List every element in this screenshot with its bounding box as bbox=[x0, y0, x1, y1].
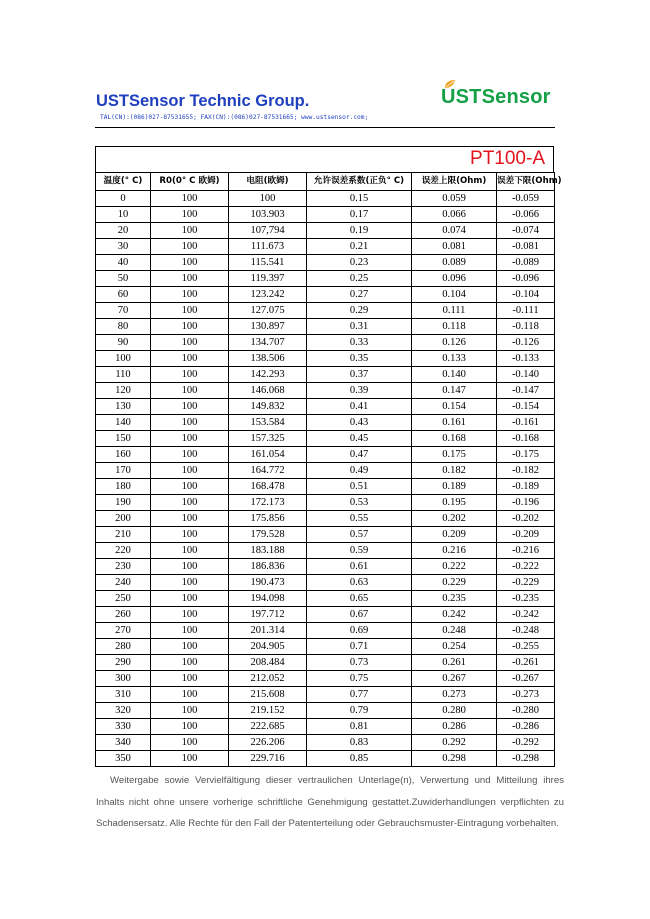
table-row bbox=[96, 287, 555, 303]
table-cell: -0.089 bbox=[497, 255, 555, 271]
table-row bbox=[96, 319, 555, 335]
table-cell: 0.147 bbox=[412, 383, 497, 399]
header-divider bbox=[95, 127, 555, 128]
table-cell: 0.51 bbox=[307, 479, 412, 495]
column-header: 允许误差系数(正负° C) bbox=[307, 173, 412, 191]
table-cell: 0.118 bbox=[412, 319, 497, 335]
table-cell: 100 bbox=[151, 735, 229, 751]
table-cell: 100 bbox=[151, 495, 229, 511]
table-cell: -0.222 bbox=[497, 559, 555, 575]
table-cell: 222.685 bbox=[229, 719, 307, 735]
table-cell: 30 bbox=[96, 239, 151, 255]
column-header: 误差下限(Ohm) bbox=[497, 173, 555, 191]
table-cell: 168.478 bbox=[229, 479, 307, 495]
table-cell: 100 bbox=[151, 623, 229, 639]
table-cell: 0.53 bbox=[307, 495, 412, 511]
table-cell: 120 bbox=[96, 383, 151, 399]
table-cell: 0.31 bbox=[307, 319, 412, 335]
column-header: 电阻(欧姆) bbox=[229, 173, 307, 191]
table-row bbox=[96, 303, 555, 319]
table-cell: 100 bbox=[151, 687, 229, 703]
table-cell: -0.273 bbox=[497, 687, 555, 703]
table-cell: -0.267 bbox=[497, 671, 555, 687]
table-cell: 250 bbox=[96, 591, 151, 607]
table-cell: 100 bbox=[96, 351, 151, 367]
table-cell: 220 bbox=[96, 543, 151, 559]
resistance-table bbox=[95, 172, 562, 767]
table-cell: 0.15 bbox=[307, 191, 412, 207]
table-cell: 0.21 bbox=[307, 239, 412, 255]
table-cell: 0.81 bbox=[307, 719, 412, 735]
table-cell: 260 bbox=[96, 607, 151, 623]
table-cell: 310 bbox=[96, 687, 151, 703]
table-cell: 0.229 bbox=[412, 575, 497, 591]
table-cell: -0.096 bbox=[497, 271, 555, 287]
table-cell: 0.67 bbox=[307, 607, 412, 623]
table-cell: 0.23 bbox=[307, 255, 412, 271]
table-cell: 0.55 bbox=[307, 511, 412, 527]
table-cell: 0.216 bbox=[412, 543, 497, 559]
table-cell: 215.608 bbox=[229, 687, 307, 703]
table-row bbox=[96, 255, 555, 271]
table-cell: 0.242 bbox=[412, 607, 497, 623]
table-cell: -0.175 bbox=[497, 447, 555, 463]
table-cell: 0.081 bbox=[412, 239, 497, 255]
table-cell: 0.267 bbox=[412, 671, 497, 687]
table-row bbox=[96, 463, 555, 479]
footer-text: Weitergabe sowie Vervielfältigung dieser vertraulichen Unterlage(n), Verwertung und Mitteilung ihres Inhalts nicht ohne unsere vorherige schriftliche Genehmigung gestattet.Zuwiderhandlungen verpflichten zu Schadensersatz. Alle Rechte für den Fall der Patenterteilung oder Gebrauchsmuster-Eintragung vorbehalten. bbox=[96, 775, 564, 829]
table-row bbox=[96, 671, 555, 687]
table-cell: 0.089 bbox=[412, 255, 497, 271]
table-cell: 0.77 bbox=[307, 687, 412, 703]
table-cell: -0.255 bbox=[497, 639, 555, 655]
table-cell: 100 bbox=[151, 431, 229, 447]
table-row bbox=[96, 655, 555, 671]
table-row bbox=[96, 703, 555, 719]
table-cell: 0.273 bbox=[412, 687, 497, 703]
logo-text: USTSensor bbox=[441, 86, 551, 108]
table-cell: 204.905 bbox=[229, 639, 307, 655]
table-cell: 100 bbox=[151, 447, 229, 463]
table-cell: 134.707 bbox=[229, 335, 307, 351]
table-cell: 172.173 bbox=[229, 495, 307, 511]
table-cell: 230 bbox=[96, 559, 151, 575]
table-cell: -0.133 bbox=[497, 351, 555, 367]
table-cell: 100 bbox=[151, 351, 229, 367]
resistance-table-container bbox=[95, 146, 562, 767]
table-cell: 320 bbox=[96, 703, 151, 719]
table-cell: 100 bbox=[151, 223, 229, 239]
table-cell: 190.473 bbox=[229, 575, 307, 591]
table-cell: 208.484 bbox=[229, 655, 307, 671]
table-cell: 0.248 bbox=[412, 623, 497, 639]
column-header: 误差上限(Ohm) bbox=[412, 173, 497, 191]
table-cell: 100 bbox=[151, 543, 229, 559]
table-row bbox=[96, 719, 555, 735]
table-cell: 0.222 bbox=[412, 559, 497, 575]
table-cell: -0.229 bbox=[497, 575, 555, 591]
table-cell: -0.066 bbox=[497, 207, 555, 223]
table-cell: 100 bbox=[151, 255, 229, 271]
table-cell: 161.054 bbox=[229, 447, 307, 463]
table-cell: 180 bbox=[96, 479, 151, 495]
table-row bbox=[96, 239, 555, 255]
table-cell: 70 bbox=[96, 303, 151, 319]
table-cell: 0.25 bbox=[307, 271, 412, 287]
table-cell: 100 bbox=[151, 399, 229, 415]
table-cell: 0.63 bbox=[307, 575, 412, 591]
table-cell: 340 bbox=[96, 735, 151, 751]
table-cell: 115.541 bbox=[229, 255, 307, 271]
table-cell: 0.280 bbox=[412, 703, 497, 719]
table-cell: -0.216 bbox=[497, 543, 555, 559]
table-cell: 194.098 bbox=[229, 591, 307, 607]
table-cell: 179.528 bbox=[229, 527, 307, 543]
table-cell: 160 bbox=[96, 447, 151, 463]
table-cell: 80 bbox=[96, 319, 151, 335]
table-cell: -0.235 bbox=[497, 591, 555, 607]
table-cell: 100 bbox=[151, 527, 229, 543]
table-cell: 0.59 bbox=[307, 543, 412, 559]
table-cell: 0.71 bbox=[307, 639, 412, 655]
table-cell: 183.188 bbox=[229, 543, 307, 559]
table-cell: 0.69 bbox=[307, 623, 412, 639]
table-row bbox=[96, 639, 555, 655]
table-row bbox=[96, 367, 555, 383]
table-cell: 60 bbox=[96, 287, 151, 303]
column-header: 温度(° C) bbox=[96, 173, 151, 191]
table-cell: 130 bbox=[96, 399, 151, 415]
table-cell: 0.43 bbox=[307, 415, 412, 431]
table-cell: -0.104 bbox=[497, 287, 555, 303]
table-cell: 201.314 bbox=[229, 623, 307, 639]
table-cell: -0.292 bbox=[497, 735, 555, 751]
table-cell: 20 bbox=[96, 223, 151, 239]
table-cell: -0.196 bbox=[497, 495, 555, 511]
table-cell: 0.57 bbox=[307, 527, 412, 543]
table-cell: -0.126 bbox=[497, 335, 555, 351]
table-cell: 226.206 bbox=[229, 735, 307, 751]
table-cell: 10 bbox=[96, 207, 151, 223]
table-cell: -0.261 bbox=[497, 655, 555, 671]
table-cell: -0.298 bbox=[497, 751, 555, 767]
table-cell: 0.29 bbox=[307, 303, 412, 319]
table-cell: 0.140 bbox=[412, 367, 497, 383]
table-cell: -0.182 bbox=[497, 463, 555, 479]
table-row bbox=[96, 191, 555, 207]
table-cell: 219.152 bbox=[229, 703, 307, 719]
table-cell: 107,794 bbox=[229, 223, 307, 239]
table-row bbox=[96, 575, 555, 591]
table-cell: 110 bbox=[96, 367, 151, 383]
table-cell: 0.189 bbox=[412, 479, 497, 495]
table-cell: 0.85 bbox=[307, 751, 412, 767]
table-cell: -0.280 bbox=[497, 703, 555, 719]
table-cell: -0.209 bbox=[497, 527, 555, 543]
table-body bbox=[96, 191, 555, 767]
table-cell: 0.126 bbox=[412, 335, 497, 351]
table-cell: 153.584 bbox=[229, 415, 307, 431]
table-cell: 280 bbox=[96, 639, 151, 655]
table-cell: 0.104 bbox=[412, 287, 497, 303]
table-cell: 127.075 bbox=[229, 303, 307, 319]
table-cell: 100 bbox=[151, 191, 229, 207]
table-row bbox=[96, 383, 555, 399]
contact-info: TAL(CN):(086)027-87531655; FAX(CN):(086)027-87531665; www.ustsensor.com; bbox=[100, 114, 369, 121]
table-cell: 0.47 bbox=[307, 447, 412, 463]
table-cell: 140 bbox=[96, 415, 151, 431]
table-cell: 100 bbox=[151, 335, 229, 351]
table-cell: -0.248 bbox=[497, 623, 555, 639]
table-cell: 100 bbox=[151, 383, 229, 399]
table-cell: -0.242 bbox=[497, 607, 555, 623]
table-cell: 0.35 bbox=[307, 351, 412, 367]
table-cell: 100 bbox=[229, 191, 307, 207]
table-cell: 175.856 bbox=[229, 511, 307, 527]
table-cell: 50 bbox=[96, 271, 151, 287]
table-cell: 0.111 bbox=[412, 303, 497, 319]
table-row bbox=[96, 399, 555, 415]
table-row bbox=[96, 591, 555, 607]
table-cell: 0.133 bbox=[412, 351, 497, 367]
table-cell: 157.325 bbox=[229, 431, 307, 447]
table-cell: 300 bbox=[96, 671, 151, 687]
table-cell: -0.118 bbox=[497, 319, 555, 335]
table-cell: 0.65 bbox=[307, 591, 412, 607]
table-cell: -0.189 bbox=[497, 479, 555, 495]
table-row bbox=[96, 495, 555, 511]
table-row bbox=[96, 479, 555, 495]
table-row bbox=[96, 623, 555, 639]
table-cell: -0.147 bbox=[497, 383, 555, 399]
table-cell: 229.716 bbox=[229, 751, 307, 767]
table-cell: 0.79 bbox=[307, 703, 412, 719]
table-cell: -0.154 bbox=[497, 399, 555, 415]
table-cell: 0.41 bbox=[307, 399, 412, 415]
table-row bbox=[96, 447, 555, 463]
table-cell: 100 bbox=[151, 479, 229, 495]
table-cell: -0.202 bbox=[497, 511, 555, 527]
table-cell: 100 bbox=[151, 719, 229, 735]
table-cell: 0.292 bbox=[412, 735, 497, 751]
table-cell: 0.209 bbox=[412, 527, 497, 543]
table-cell: 142.293 bbox=[229, 367, 307, 383]
table-cell: 190 bbox=[96, 495, 151, 511]
table-cell: -0.059 bbox=[497, 191, 555, 207]
table-cell: 0.195 bbox=[412, 495, 497, 511]
table-cell: 212.052 bbox=[229, 671, 307, 687]
table-cell: 150 bbox=[96, 431, 151, 447]
table-cell: 186.836 bbox=[229, 559, 307, 575]
table-row bbox=[96, 559, 555, 575]
table-cell: 0.096 bbox=[412, 271, 497, 287]
table-row bbox=[96, 543, 555, 559]
table-cell: 100 bbox=[151, 671, 229, 687]
table-cell: 350 bbox=[96, 751, 151, 767]
table-cell: 100 bbox=[151, 271, 229, 287]
table-cell: 0.254 bbox=[412, 639, 497, 655]
table-title: PT100-A bbox=[470, 148, 545, 169]
table-cell: 0.75 bbox=[307, 671, 412, 687]
table-cell: 100 bbox=[151, 319, 229, 335]
table-cell: 100 bbox=[151, 303, 229, 319]
table-cell: 40 bbox=[96, 255, 151, 271]
table-row bbox=[96, 415, 555, 431]
table-cell: 290 bbox=[96, 655, 151, 671]
table-cell: 197.712 bbox=[229, 607, 307, 623]
table-row bbox=[96, 207, 555, 223]
table-cell: 119.397 bbox=[229, 271, 307, 287]
table-cell: 111.673 bbox=[229, 239, 307, 255]
table-cell: 100 bbox=[151, 639, 229, 655]
table-cell: 0 bbox=[96, 191, 151, 207]
table-cell: 100 bbox=[151, 207, 229, 223]
table-row bbox=[96, 271, 555, 287]
table-cell: 103.903 bbox=[229, 207, 307, 223]
table-cell: 0.059 bbox=[412, 191, 497, 207]
table-cell: 0.168 bbox=[412, 431, 497, 447]
table-cell: 0.202 bbox=[412, 511, 497, 527]
table-cell: 100 bbox=[151, 463, 229, 479]
table-cell: 138.506 bbox=[229, 351, 307, 367]
table-cell: 0.17 bbox=[307, 207, 412, 223]
table-cell: 0.49 bbox=[307, 463, 412, 479]
table-cell: 164.772 bbox=[229, 463, 307, 479]
table-cell: 100 bbox=[151, 751, 229, 767]
table-cell: 100 bbox=[151, 559, 229, 575]
table-cell: 0.235 bbox=[412, 591, 497, 607]
table-cell: -0.286 bbox=[497, 719, 555, 735]
table-cell: 100 bbox=[151, 367, 229, 383]
table-row bbox=[96, 751, 555, 767]
table-header-row bbox=[96, 173, 555, 191]
company-name: USTSensor Technic Group. bbox=[96, 92, 310, 110]
table-cell: 0.175 bbox=[412, 447, 497, 463]
table-cell: 0.066 bbox=[412, 207, 497, 223]
footer-notice bbox=[96, 770, 564, 835]
table-cell: 0.27 bbox=[307, 287, 412, 303]
table-row bbox=[96, 511, 555, 527]
table-cell: 100 bbox=[151, 511, 229, 527]
table-cell: -0.111 bbox=[497, 303, 555, 319]
table-row bbox=[96, 527, 555, 543]
table-row bbox=[96, 687, 555, 703]
table-cell: 0.286 bbox=[412, 719, 497, 735]
table-cell: 123.242 bbox=[229, 287, 307, 303]
table-cell: 0.61 bbox=[307, 559, 412, 575]
table-row bbox=[96, 735, 555, 751]
table-cell: 0.19 bbox=[307, 223, 412, 239]
table-cell: 0.154 bbox=[412, 399, 497, 415]
table-cell: 0.45 bbox=[307, 431, 412, 447]
table-cell: 210 bbox=[96, 527, 151, 543]
table-cell: 0.074 bbox=[412, 223, 497, 239]
table-cell: 0.161 bbox=[412, 415, 497, 431]
table-cell: 0.39 bbox=[307, 383, 412, 399]
table-row bbox=[96, 223, 555, 239]
table-row bbox=[96, 607, 555, 623]
table-cell: 100 bbox=[151, 415, 229, 431]
table-cell: 100 bbox=[151, 703, 229, 719]
table-cell: 100 bbox=[151, 591, 229, 607]
table-cell: -0.161 bbox=[497, 415, 555, 431]
table-cell: 240 bbox=[96, 575, 151, 591]
table-cell: -0.074 bbox=[497, 223, 555, 239]
company-logo bbox=[441, 86, 561, 112]
table-row bbox=[96, 351, 555, 367]
table-cell: -0.140 bbox=[497, 367, 555, 383]
table-title-row bbox=[95, 146, 554, 172]
table-cell: 200 bbox=[96, 511, 151, 527]
table-cell: 0.298 bbox=[412, 751, 497, 767]
table-cell: 100 bbox=[151, 575, 229, 591]
table-cell: 0.261 bbox=[412, 655, 497, 671]
table-row bbox=[96, 431, 555, 447]
table-cell: -0.168 bbox=[497, 431, 555, 447]
table-row bbox=[96, 335, 555, 351]
table-cell: 0.182 bbox=[412, 463, 497, 479]
table-cell: 0.83 bbox=[307, 735, 412, 751]
table-cell: 100 bbox=[151, 239, 229, 255]
table-cell: 0.37 bbox=[307, 367, 412, 383]
table-cell: 149.832 bbox=[229, 399, 307, 415]
table-cell: 170 bbox=[96, 463, 151, 479]
table-cell: 146.068 bbox=[229, 383, 307, 399]
table-cell: -0.081 bbox=[497, 239, 555, 255]
table-cell: 90 bbox=[96, 335, 151, 351]
table-cell: 100 bbox=[151, 287, 229, 303]
table-cell: 0.73 bbox=[307, 655, 412, 671]
table-cell: 130.897 bbox=[229, 319, 307, 335]
table-cell: 270 bbox=[96, 623, 151, 639]
table-cell: 100 bbox=[151, 655, 229, 671]
column-header: R0(0° C 欧姆) bbox=[151, 173, 229, 191]
table-cell: 330 bbox=[96, 719, 151, 735]
table-cell: 0.33 bbox=[307, 335, 412, 351]
table-cell: 100 bbox=[151, 607, 229, 623]
